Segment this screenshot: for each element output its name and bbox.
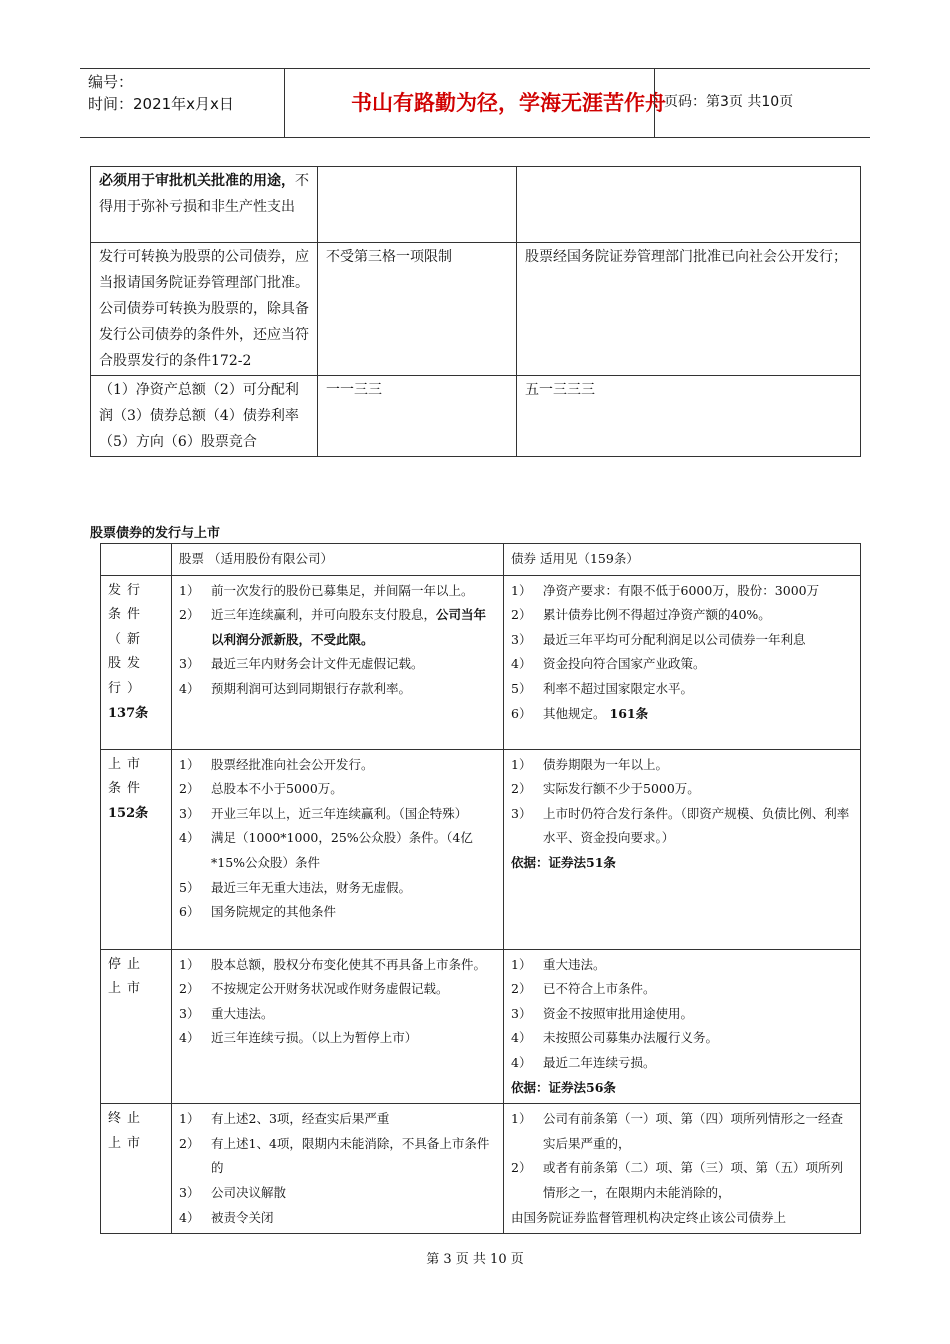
- section-title: 股票债券的发行与上市: [90, 526, 221, 541]
- header-meta: [88, 71, 284, 115]
- item-text: 实际发行额不少于5000万。: [543, 781, 700, 797]
- list-item: [511, 1156, 853, 1205]
- table-cell: [318, 167, 517, 243]
- list-item: [179, 802, 496, 827]
- row-label-text: 上市条件: [108, 756, 147, 797]
- list-item: [511, 802, 853, 851]
- list-item: [511, 1051, 853, 1076]
- item-text: 或者有前条第（二）项、第（三）项、第（五）项所列情形之一，在限期内未能消除的，: [543, 1160, 844, 1200]
- item-number: 3）: [179, 1005, 200, 1021]
- row-label: 停止上市: [101, 949, 172, 1104]
- item-text: 前一次发行的股份已募集足，并间隔一年以上。: [211, 582, 474, 598]
- header-cell: 债券 适用见（159条）: [504, 544, 861, 576]
- page-footer: 第 3 页 共 10 页: [426, 1252, 524, 1267]
- table-row-issue: [101, 575, 861, 749]
- item-text: 有上述2、3项，经查实后果严重: [211, 1111, 390, 1127]
- stock-cell: [172, 949, 504, 1104]
- item-number: 2）: [511, 1160, 532, 1176]
- item-number: 6）: [511, 705, 532, 721]
- header-cell: [101, 544, 172, 576]
- list-item: [179, 1026, 496, 1051]
- list-item: [179, 677, 496, 702]
- item-number: 6）: [179, 904, 200, 920]
- list-item: [511, 1026, 853, 1051]
- bond-cell: [504, 575, 861, 749]
- item-number: 4）: [179, 830, 200, 846]
- item-text: 最近三年内财务会计文件无虚假记载。: [211, 656, 424, 672]
- table-cell: 一一三三: [318, 376, 517, 457]
- stock-cell: [172, 749, 504, 949]
- item-number: 2）: [179, 1135, 200, 1151]
- item-text: 开业三年以上，近三年连续赢利。（国企特殊）: [211, 805, 468, 821]
- header-motto: 书山有路勤为径，学海无涯苦作舟: [351, 91, 666, 115]
- serial-label: 编号：: [88, 73, 134, 91]
- issuance-listing-table: [100, 543, 861, 1234]
- stock-cell: [172, 1104, 504, 1234]
- table-row-suspend: [101, 949, 861, 1104]
- list-item: [179, 1206, 496, 1231]
- list-item: [511, 753, 853, 778]
- list-item: [511, 1002, 853, 1027]
- item-number: 2）: [179, 607, 200, 623]
- item-number: 2）: [511, 607, 532, 623]
- row-label-article: 152条: [108, 805, 149, 821]
- item-text: 股票经批准向社会公开发行。: [211, 756, 374, 772]
- item-number: 2）: [511, 981, 532, 997]
- item-bold-text: 161条: [609, 705, 649, 721]
- row-label-article: 137条: [108, 705, 149, 721]
- item-text: 资金投向符合国家产业政策。: [543, 656, 706, 672]
- item-text: 重大违法。: [211, 1005, 274, 1021]
- table-cell: 股票经国务院证券管理部门批准已向社会公开发行；: [517, 243, 861, 376]
- page-header: [80, 68, 870, 138]
- list-item: [179, 652, 496, 677]
- item-text: 累计债券比例不得超过净资产额的40%。: [543, 607, 771, 623]
- list-item: [511, 777, 853, 802]
- item-number: 1）: [511, 1111, 532, 1127]
- table-cell: [517, 167, 861, 243]
- item-number: 5）: [511, 680, 532, 696]
- item-number: 4）: [179, 680, 200, 696]
- list-item: [511, 677, 853, 702]
- item-number: 1）: [179, 582, 200, 598]
- table-row: [91, 167, 861, 243]
- item-number: 1）: [179, 756, 200, 772]
- list-item: [179, 826, 496, 875]
- item-text: 总股本不小于5000万。: [211, 781, 343, 797]
- table-row-terminate: [101, 1104, 861, 1234]
- list-item: [179, 977, 496, 1002]
- list-item: [511, 628, 853, 653]
- item-number: 3）: [511, 1005, 532, 1021]
- item-text: 有上述1、4项，限期内未能消除，不具备上市条件的: [211, 1135, 490, 1176]
- item-number: 3）: [179, 805, 200, 821]
- item-number: 2）: [179, 781, 200, 797]
- bond-cell: [504, 749, 861, 949]
- table-cell: 发行可转换为股票的公司债券，应当报请国务院证券管理部门批准。公司债券可转换为股票的，除具备发行公司债券的条件外，还应当符合股票发行的条件172-2: [91, 243, 318, 376]
- item-text: 预期利润可达到同期银行存款利率。: [211, 680, 412, 696]
- item-number: 1）: [511, 756, 532, 772]
- list-item: [511, 652, 853, 677]
- legal-basis: 依据：证券法51条: [511, 854, 616, 870]
- item-text: 未按照公司募集办法履行义务。: [543, 1030, 719, 1046]
- table-cell: [91, 167, 318, 243]
- item-number: 2）: [511, 781, 532, 797]
- bold-text: 必须用于审批机关批准的用途，: [99, 173, 295, 189]
- item-text: 近三年连续赢利，并可向股东支付股息，: [211, 607, 437, 623]
- table-cell: 五一三三三: [517, 376, 861, 457]
- item-number: 4）: [179, 1209, 200, 1225]
- list-item: [511, 977, 853, 1002]
- list-item: [179, 953, 496, 978]
- list-item: [179, 1107, 496, 1132]
- item-number: 4）: [511, 656, 532, 672]
- item-bold-text: 公司当年以利润分派新股，不受此限。: [211, 607, 487, 647]
- row-label-text: 发行条件（新股发行）: [108, 582, 147, 696]
- item-text: 利率不超过国家限定水平。: [543, 680, 694, 696]
- table-row: [91, 376, 861, 457]
- list-item: [179, 603, 496, 652]
- list-item: [179, 777, 496, 802]
- date-label: 时间：2021年x月x日: [88, 95, 234, 113]
- list-item: [511, 579, 853, 604]
- item-number: 4）: [511, 1054, 532, 1070]
- list-item: [511, 1107, 853, 1156]
- item-number: 1）: [179, 956, 200, 972]
- page-number-label: 页码：第3页 共10页: [664, 94, 794, 110]
- table-header-row: [101, 544, 861, 576]
- item-text: 已不符合上市条件。: [543, 981, 656, 997]
- item-number: 3）: [511, 631, 532, 647]
- item-text: 满足（1000*1000，25%公众股）条件。（4亿*15%公众股）条件: [211, 830, 473, 870]
- list-item: [179, 579, 496, 604]
- item-text: 最近三年平均可分配利润足以公司债券一年利息: [543, 631, 806, 647]
- header-divider: [654, 69, 655, 137]
- header-cell: 股票 （适用股份有限公司）: [172, 544, 504, 576]
- item-text: 由国务院证券监督管理机构决定终止该公司债券上: [511, 1209, 787, 1225]
- item-text: 资金不按照审批用途使用。: [543, 1005, 694, 1021]
- bond-cell: [504, 1104, 861, 1234]
- item-number: 4）: [511, 1030, 532, 1046]
- item-text: 公司决议解散: [211, 1184, 287, 1200]
- item-text: 被责令关闭: [211, 1209, 274, 1225]
- list-item: [179, 1181, 496, 1206]
- item-text: 国务院规定的其他条件: [211, 904, 337, 920]
- legal-basis: 依据：证券法56条: [511, 1079, 616, 1095]
- bond-cell: [504, 949, 861, 1104]
- table-row: [91, 243, 861, 376]
- cell-text: 不得用于弥补亏损和非生产性支出: [99, 173, 309, 215]
- item-number: 2）: [179, 981, 200, 997]
- item-number: 5）: [179, 879, 200, 895]
- row-label: 终止上市: [101, 1104, 172, 1234]
- item-number: 3）: [179, 656, 200, 672]
- item-text: 最近三年无重大违法，财务无虚假。: [211, 879, 412, 895]
- item-text: 上市时仍符合发行条件。（即资产规模、负债比例、利率水平、资金投向要求。）: [543, 805, 850, 846]
- item-text: 重大违法。: [543, 956, 606, 972]
- list-item: [179, 1002, 496, 1027]
- list-item: [179, 1132, 496, 1181]
- stock-cell: [172, 575, 504, 749]
- item-number: 1）: [511, 956, 532, 972]
- item-number: 3）: [179, 1184, 200, 1200]
- list-item: [511, 953, 853, 978]
- table-row-listing: [101, 749, 861, 949]
- table-cell: 不受第三格一项限制: [318, 243, 517, 376]
- item-text: 最近二年连续亏损。: [543, 1054, 656, 1070]
- continued-table: [90, 166, 861, 457]
- list-item: [511, 702, 853, 727]
- item-text: 债券期限为一年以上。: [543, 756, 669, 772]
- item-text: 近三年连续亏损。（以上为暂停上市）: [211, 1030, 418, 1046]
- row-label: [101, 575, 172, 749]
- item-text: 不按规定公开财务状况或作财务虚假记载。: [211, 981, 449, 997]
- item-number: 3）: [511, 805, 532, 821]
- item-text: 其他规定。: [543, 705, 606, 721]
- item-number: 1）: [179, 1111, 200, 1127]
- item-text: 股本总额，股权分布变化使其不再具备上市条件。: [211, 956, 487, 972]
- item-number: 1）: [511, 582, 532, 598]
- row-label: [101, 749, 172, 949]
- list-item: [179, 876, 496, 901]
- list-item: [179, 753, 496, 778]
- item-text: 净资产要求：有限不低于6000万，股份：3000万: [543, 582, 820, 598]
- list-item: [179, 900, 496, 925]
- item-text: 公司有前条第（一）项、第（四）项所列情形之一经查实后果严重的，: [543, 1111, 844, 1151]
- table-cell: （1）净资产总额（2）可分配利润（3）债券总额（4）债券利率（5）方向（6）股票竞合: [91, 376, 318, 457]
- item-number: 4）: [179, 1030, 200, 1046]
- list-item: [511, 603, 853, 628]
